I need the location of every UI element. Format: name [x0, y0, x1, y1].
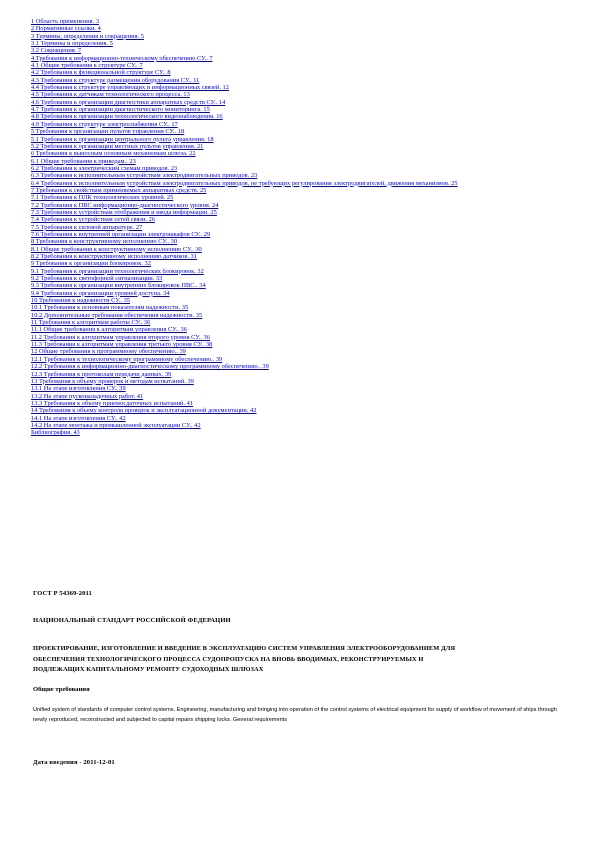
toc-link[interactable]: 10 Требования к надежности СУ.. 35 — [31, 297, 130, 305]
introduction-date: Дата введения - 2011-12-01 — [33, 759, 115, 766]
english-title: Unified system of standards of computer control systems. Engineering, manufacturing and bringing into operation of the control systems of electrical equipment for supply of workflow of movement of ships through newly reproduced, reconstructed and subjected to capital repairs shipping locks. General requirements — [33, 707, 557, 723]
toc-item — [31, 268, 571, 275]
toc-item — [31, 429, 571, 436]
toc-link[interactable]: 9.4 Требования к организации уровней доступа. 34 — [31, 289, 170, 297]
toc-link[interactable]: 7.1 Требования к ПЛК технологических уровней. 25 — [31, 194, 174, 202]
toc-item — [31, 253, 571, 260]
toc-item — [31, 18, 571, 25]
toc-link[interactable]: 11.1 Общие требования к алгоритмам управления СУ.. 36 — [31, 326, 187, 334]
toc-item — [31, 378, 571, 385]
document-code: ГОСТ Р 54369-2011 — [33, 590, 92, 597]
standard-title: НАЦИОНАЛЬНЫЙ СТАНДАРТ РОССИЙСКОЙ ФЕДЕРАЦИИ — [33, 617, 231, 624]
toc-item — [31, 62, 571, 69]
toc-link[interactable]: 7 Требования к свойствам применяемых аппаратных средств. 25 — [31, 186, 207, 194]
toc-link[interactable]: 7.6 Требования к внутренней организации электрошкафов СУ.. 29 — [31, 230, 211, 238]
toc-item — [31, 312, 571, 319]
toc-link[interactable]: 13.3 Требования к объему приемосдаточных испытаний. 41 — [31, 399, 194, 407]
toc-item — [31, 106, 571, 113]
toc-link[interactable]: 12.1 Требования к технологическому программному обеспечению.. 39 — [31, 355, 223, 363]
toc-item — [31, 297, 571, 304]
toc-link[interactable]: 6 Требования к выносным основным механизмам шлюза. 22 — [31, 150, 196, 158]
toc-item — [31, 172, 571, 179]
toc-link[interactable]: 11 Требования к алгоритмам работы СУ.. 36 — [31, 319, 151, 327]
toc-item — [31, 143, 571, 150]
toc-item — [31, 400, 571, 407]
toc-item — [31, 158, 571, 165]
toc-item — [31, 91, 571, 98]
toc-link[interactable]: 3.2 Сокращения. 7 — [31, 47, 82, 55]
toc-link[interactable]: 12.3 Требования к протоколам передачи данных. 39 — [31, 370, 172, 378]
toc-link[interactable]: 7.5 Требования к силовой аппаратуре. 27 — [31, 223, 143, 231]
toc-item — [31, 69, 571, 76]
toc-link[interactable]: 4.7 Требования к организации диагностического мониторинга. 15 — [31, 106, 210, 114]
toc-link[interactable]: 9 Требования к организации блокировок. 32 — [31, 260, 151, 268]
toc-link[interactable]: 3 Термины, определения и сокращения. 5 — [31, 32, 144, 40]
toc-item — [31, 304, 571, 311]
toc-link[interactable]: 14 Требования к объему контроля проверок и эксплуатационной документации. 42 — [31, 407, 257, 415]
toc-link[interactable]: 10.2 Дополнительные требования обеспечения надежности. 35 — [31, 311, 203, 319]
toc-item — [31, 348, 571, 355]
toc-item — [31, 290, 571, 297]
toc-link[interactable]: 4.9 Требования к структуре электроснабжения СУ.. 17 — [31, 120, 178, 128]
toc-link[interactable]: 8.1 Общие требования к конструктивному исполнению СУ.. 30 — [31, 245, 202, 253]
toc-link[interactable]: 13.1 На этапе изготовления СУ.. 39 — [31, 385, 126, 393]
toc-item — [31, 40, 571, 47]
toc-link[interactable]: 12.2 Требования к информационно-диагностическому программному обеспечению.. 39 — [31, 363, 269, 371]
toc-link[interactable]: 11.3 Требования к алгоритмам управления третьего уровня СУ.. 38 — [31, 341, 213, 349]
toc-link[interactable]: 2 Нормативные ссылки. 4 — [31, 25, 101, 33]
toc-item — [31, 33, 571, 40]
toc-item — [31, 363, 571, 370]
toc-link[interactable]: 14.2 На этапе монтажа и промышленной эксплуатации СУ.. 42 — [31, 421, 201, 429]
toc-link[interactable]: 4.1 Общие требования к структуре СУ.. 7 — [31, 62, 143, 70]
toc-item — [31, 187, 571, 194]
toc-link[interactable]: 10.1 Требования к основным показателям надежности. 35 — [31, 304, 189, 312]
toc-item — [31, 275, 571, 282]
toc-link[interactable]: 7.3 Требования к устройствам отображения и ввода информации. 25 — [31, 208, 217, 216]
toc-link[interactable]: 8 Требования к конструктивному исполнению СУ.. 30 — [31, 238, 178, 246]
toc-item — [31, 216, 571, 223]
toc-link[interactable]: 11.2 Требования к алгоритмам управления второго уровня СУ.. 36 — [31, 333, 210, 341]
toc-item — [31, 341, 571, 348]
toc-link[interactable]: 12 Общие требования к программному обеспечению.. 39 — [31, 348, 186, 356]
toc-item — [31, 334, 571, 341]
table-of-contents — [31, 18, 571, 437]
toc-link[interactable]: 5 Требования к организации пультов управления СУ.. 18 — [31, 128, 185, 136]
toc-item — [31, 231, 571, 238]
toc-link[interactable]: 1 Область применения. 3 — [31, 18, 100, 25]
toc-item — [31, 202, 571, 209]
subtitle: Общие требования — [33, 686, 90, 693]
toc-item — [31, 209, 571, 216]
toc-link[interactable]: 4.3 Требования к структуре размещения оборудования СУ.. 11 — [31, 76, 200, 84]
toc-item — [31, 356, 571, 363]
toc-item — [31, 180, 471, 187]
toc-link[interactable]: 4.6 Требования к организации диагностики аппаратных средств СУ.. 14 — [31, 98, 226, 106]
toc-link[interactable]: 7.4 Требования к устройствам сетей связи. 26 — [31, 216, 155, 224]
toc-item — [31, 282, 571, 289]
toc-item — [31, 326, 571, 333]
toc-item — [31, 415, 571, 422]
toc-item — [31, 47, 571, 54]
toc-link[interactable]: 9.2 Требования к светофорной сигнализации. 33 — [31, 275, 163, 283]
toc-link[interactable]: 6.2 Требования к электрическим схемам приводов. 23 — [31, 164, 178, 172]
toc-link[interactable]: 7.2 Требования к ПВС информационно-диагностического уровня. 24 — [31, 201, 219, 209]
toc-link[interactable]: 6.1 Общие требования к приводам.. 23 — [31, 157, 136, 165]
toc-item — [31, 121, 571, 128]
toc-item — [31, 246, 571, 253]
toc-link[interactable]: 14.1 На этапе изготовления СУ.. 42 — [31, 414, 126, 422]
toc-item — [31, 385, 571, 392]
main-title: ПРОЕКТИРОВАНИЕ, ИЗГОТОВЛЕНИЕ И ВВЕДЕНИЕ В ЭКСПЛУАТАЦИЮ СИСТЕМ УПРАВЛЕНИЯ ЭЛЕКТРООБОРУДОВАНИЕМ ДЛЯ ОБЕСПЕЧЕНИЯ ТЕХНОЛОГИЧЕСКОГО ПРОЦЕССА СУДОПРОПУСКА НА ВНОВЬ ВВОДИМЫХ, РЕКОНСТРУИРУЕМЫХ И ПОДЛЕЖАЩИХ КАПИТАЛЬНОМУ РЕМОНТУ СУДОХОДНЫХ ШЛЮЗАХ — [33, 645, 456, 673]
toc-link[interactable]: 8.2 Требования к конструктивному исполнению датчиков. 31 — [31, 253, 197, 260]
toc-item — [31, 84, 571, 91]
toc-item — [31, 238, 571, 245]
toc-link[interactable]: 13 Требования к объему проверок и методам испытаний. 39 — [31, 377, 194, 385]
toc-link[interactable]: 5.1 Требования к организации центрального пульта управления. 18 — [31, 135, 214, 143]
toc-link[interactable]: 9.1 Требования к организации технологических блокировок. 32 — [31, 267, 204, 275]
toc-link[interactable]: 4 Требования к информационно-техническому обеспечению СУ.. 7 — [31, 54, 213, 62]
toc-link[interactable]: 4.4 Требования к структуре управляющих и информационных связей. 12 — [31, 84, 229, 92]
toc-link[interactable]: 6.4 Требования к исполнительным устройствам электродвигательных приводов, не требующих регулирования электродвигателей, движения механизмов. 25 — [31, 179, 458, 187]
toc-item — [31, 128, 571, 135]
toc-item — [31, 99, 571, 106]
toc-link[interactable]: 5.2 Требования к организации местных пультов управления. 21 — [31, 142, 204, 150]
toc-item — [31, 55, 571, 62]
toc-link[interactable]: 9.3 Требования к организации внутренних блокировок ПВС.. 34 — [31, 282, 206, 290]
toc-link[interactable]: 13.2 На этапе пусконаладочных работ. 41 — [31, 392, 144, 400]
toc-link[interactable]: 6.3 Требования к исполнительным устройствам электродвигательных приводов. 23 — [31, 172, 258, 180]
toc-item — [31, 422, 571, 429]
toc-item — [31, 136, 571, 143]
toc-item — [31, 150, 571, 157]
toc-link[interactable]: 4.8 Требования к организации технологического видеонаблюдения. 16 — [31, 113, 223, 121]
toc-item — [31, 113, 571, 120]
toc-item — [31, 260, 571, 267]
toc-item — [31, 224, 571, 231]
toc-link[interactable]: 3.1 Термины и определения. 5 — [31, 40, 113, 48]
toc-item — [31, 194, 571, 201]
toc-item — [31, 393, 571, 400]
toc-link[interactable]: Библиография. 43 — [31, 429, 80, 437]
toc-item — [31, 77, 571, 84]
toc-link[interactable]: 4.5 Требования к датчикам технологического процесса. 13 — [31, 91, 190, 99]
toc-item — [31, 319, 571, 326]
toc-item — [31, 407, 571, 414]
toc-link[interactable]: 4.2 Требования к функциональной структуре СУ.. 8 — [31, 69, 171, 77]
toc-item — [31, 371, 571, 378]
toc-item — [31, 25, 571, 32]
toc-item — [31, 165, 571, 172]
